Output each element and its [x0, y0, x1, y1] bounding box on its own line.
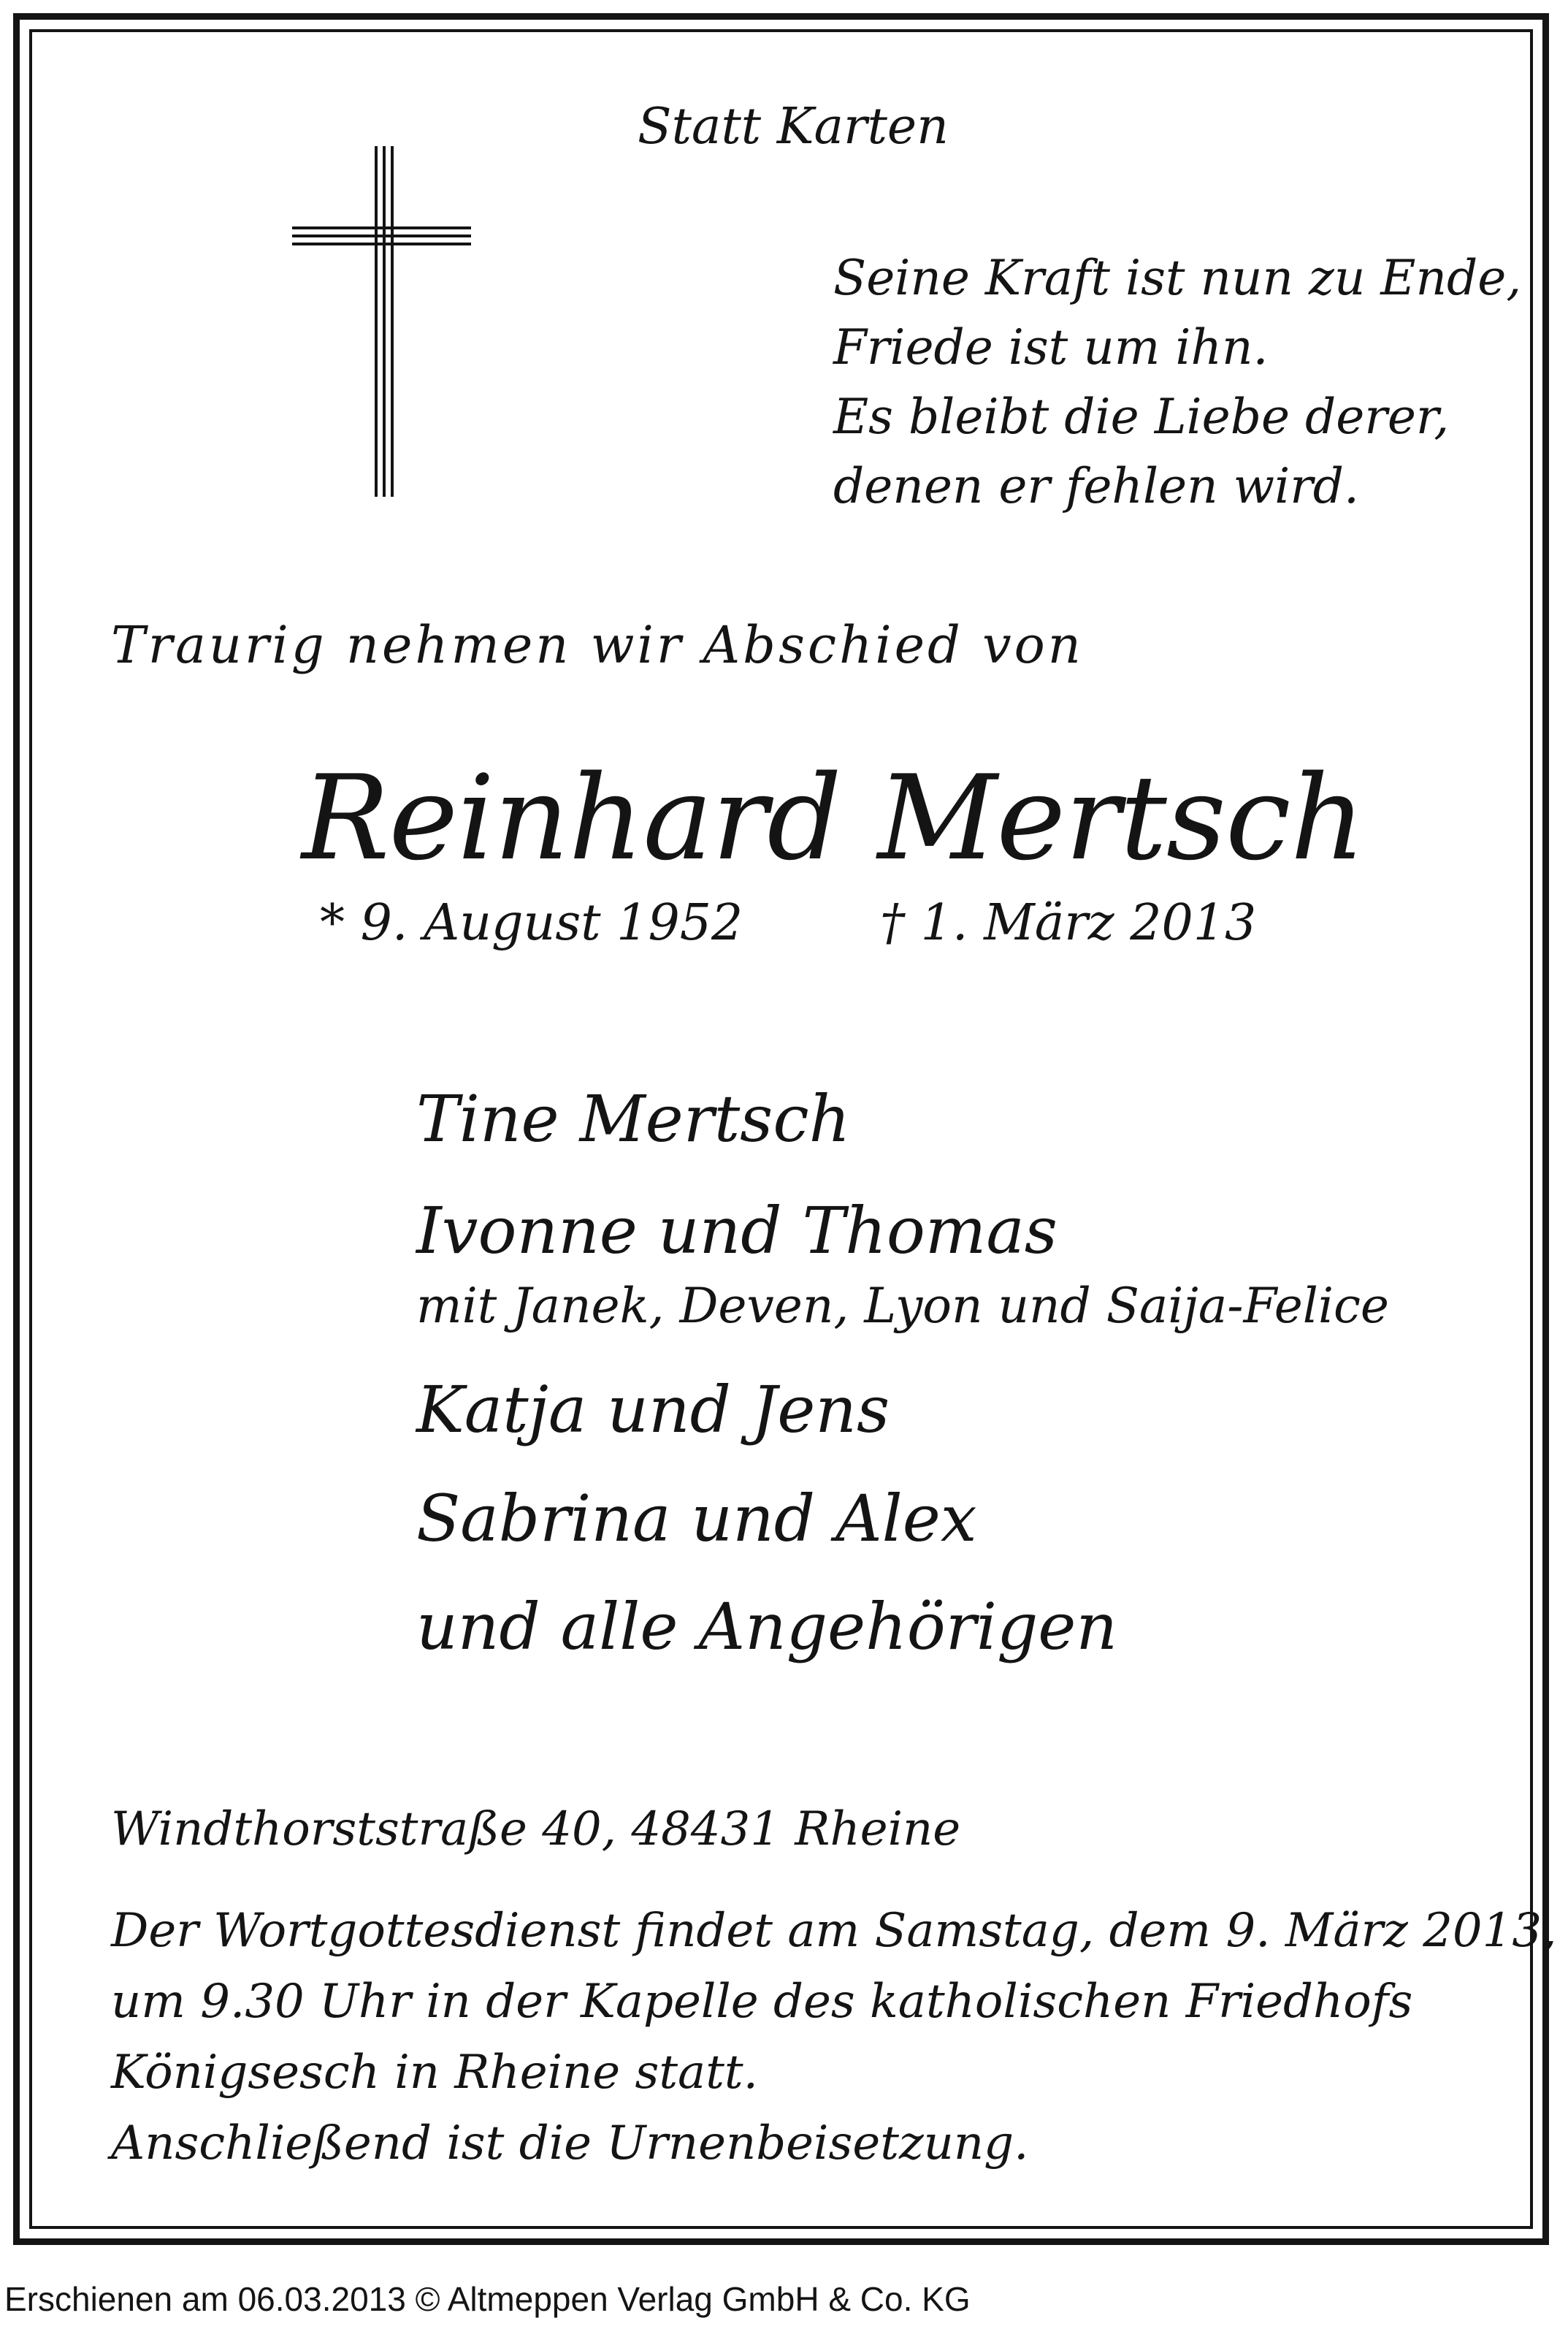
death-date: † 1. März 2013: [880, 894, 1257, 952]
verse: [833, 243, 1521, 521]
service-line: Königsesch in Rheine statt.: [111, 2046, 758, 2100]
verse-line: Seine Kraft ist nun zu Ende,: [833, 250, 1522, 306]
cross-icon: [292, 146, 471, 497]
mourner-line: und alle Angehörigen: [416, 1589, 1118, 1664]
mourner-line: Sabrina und Alex: [416, 1481, 977, 1556]
intro-line: Traurig nehmen wir Abschied von: [111, 615, 1084, 675]
mourner-line: Katja und Jens: [416, 1372, 890, 1447]
service-line: Der Wortgottesdienst findet am Samstag, dem 9. März 2013,: [111, 1904, 1557, 1958]
notice-header: Statt Karten: [638, 98, 949, 156]
deceased-name: Reinhard Mertsch: [302, 750, 1365, 886]
mourner-subline: mit Janek, Deven, Lyon und Saija-Felice: [416, 1278, 1389, 1334]
verse-line: Es bleibt die Liebe derer,: [833, 389, 1450, 445]
service-info: [111, 1896, 1556, 2179]
mourner-line: Tine Mertsch: [416, 1081, 851, 1156]
service-line: um 9.30 Uhr in der Kapelle des katholischen Friedhofs: [111, 1975, 1413, 2029]
mourner-line: Ivonne und Thomas: [416, 1193, 1058, 1268]
verse-line: Friede ist um ihn.: [833, 319, 1269, 376]
service-line: Anschließend ist die Urnenbeisetzung.: [111, 2116, 1029, 2170]
verse-line: denen er fehlen wird.: [833, 458, 1359, 514]
publication-footer: Erschienen am 06.03.2013 © Altmeppen Verlag GmbH & Co. KG: [4, 2280, 971, 2318]
address: Windthorststraße 40, 48431 Rheine: [111, 1802, 961, 1856]
birth-date: * 9. August 1952: [320, 894, 743, 952]
